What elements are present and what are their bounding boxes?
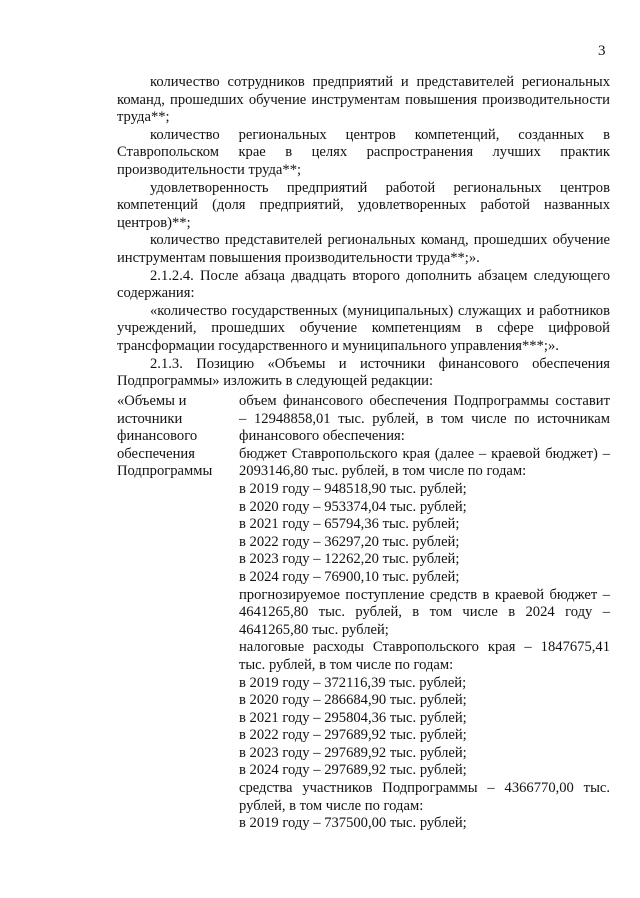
financing-year-line: в 2024 году – 297689,92 тыс. рублей; bbox=[239, 762, 467, 779]
financing-year-line: в 2023 году – 297689,92 тыс. рублей; bbox=[239, 744, 467, 761]
financing-year-line: в 2021 году – 295804,36 тыс. рублей; bbox=[239, 709, 467, 726]
financing-year-line: в 2022 году – 36297,20 тыс. рублей; bbox=[239, 533, 460, 550]
document-body bbox=[117, 74, 610, 391]
amendment-item: 2.1.2.4. После абзаца двадцать второго дополнить абзацем следующего содержания: bbox=[117, 267, 610, 302]
financing-item: налоговые расходы Ставропольского края – 1847675,41 тыс. рублей, в том числе по годам: bbox=[239, 639, 610, 673]
financing-year-line: в 2019 году – 372116,39 тыс. рублей; bbox=[239, 674, 467, 691]
financing-year-line: в 2024 году – 76900,10 тыс. рублей; bbox=[239, 568, 460, 585]
table-left-line: источники bbox=[117, 410, 183, 427]
amendment-item: 2.1.3. Позицию «Объемы и источники финансового обеспечения Подпрограммы» изложить в следующей редакции: bbox=[117, 355, 610, 390]
financing-table bbox=[117, 393, 610, 833]
paragraph: количество региональных центров компетенций, созданных в Ставропольском крае в целях распространения лучших практик производительности труда**; bbox=[117, 126, 610, 178]
financing-year-line: в 2021 году – 65794,36 тыс. рублей; bbox=[239, 516, 460, 533]
page-number: 3 bbox=[598, 43, 606, 59]
table-left-line: финансового bbox=[117, 428, 198, 445]
financing-year-line: в 2019 году – 948518,90 тыс. рублей; bbox=[239, 480, 467, 497]
table-right-cell bbox=[239, 393, 610, 833]
financing-item: объем финансового обеспечения Подпрограммы составит – 12948858,01 тыс. рублей, в том числе по источникам финансового обеспечения: bbox=[239, 393, 610, 445]
table-left-line: Подпрограммы bbox=[117, 463, 213, 480]
financing-item: бюджет Ставропольского края (далее – краевой бюджет) – 2093146,80 тыс. рублей, в том числе по годам: bbox=[239, 445, 610, 480]
financing-year-line: в 2020 году – 953374,04 тыс. рублей; bbox=[239, 498, 467, 515]
paragraph: количество сотрудников предприятий и представителей региональных команд, прошедших обучение инструментам повышения производительности труда**; bbox=[117, 74, 610, 126]
paragraph: количество представителей региональных команд, прошедших обучение инструментам повышения производительности труда**;». bbox=[117, 232, 610, 266]
table-left-line: «Объемы и bbox=[117, 393, 187, 409]
table-left-line: обеспечения bbox=[117, 445, 195, 462]
financing-year-line: в 2023 году – 12262,20 тыс. рублей; bbox=[239, 551, 460, 568]
paragraph: «количество государственных (муниципальных) служащих и работников учреждений, прошедших обучение компетенциям в сфере цифровой трансформации государственного и муниципального управления***;». bbox=[117, 302, 610, 354]
financing-year-line: в 2019 году – 737500,00 тыс. рублей; bbox=[239, 815, 467, 832]
table-left-cell bbox=[117, 393, 239, 833]
financing-year-line: в 2022 году – 297689,92 тыс. рублей; bbox=[239, 727, 467, 744]
financing-year-line: в 2020 году – 286684,90 тыс. рублей; bbox=[239, 692, 467, 709]
financing-item: средства участников Подпрограммы – 4366770,00 тыс. рублей, в том числе по годам: bbox=[239, 780, 610, 814]
financing-item: прогнозируемое поступление средств в краевой бюджет – 4641265,80 тыс. рублей, в том числе в 2024 году – 4641265,80 тыс. рублей; bbox=[239, 586, 610, 638]
paragraph: удовлетворенность предприятий работой региональных центров компетенций (доля предприятий, удовлетворенных работой названных центров)**; bbox=[117, 179, 610, 231]
